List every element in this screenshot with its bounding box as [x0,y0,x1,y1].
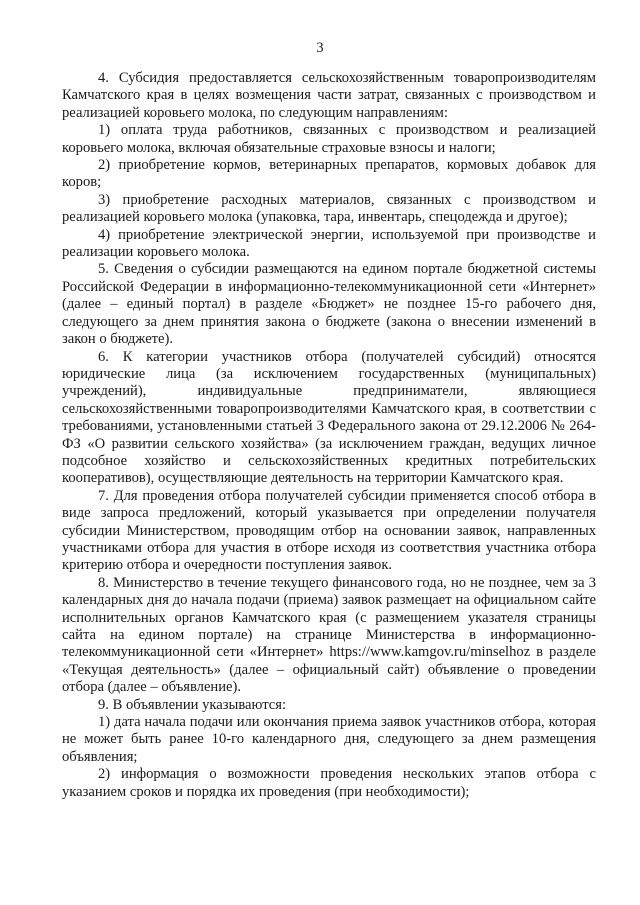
paragraph-4-item-1: 1) оплата труда работников, связанных с производством и реализацией коровьего молока, включая обязательные страховые взносы и налоги; [62,122,596,156]
paragraph-4-item-2: 2) приобретение кормов, ветеринарных препаратов, кормовых добавок для коров; [62,157,596,191]
document-body [62,70,596,801]
paragraph-9-item-2: 2) информация о возможности проведения нескольких этапов отбора с указанием сроков и порядка их проведения (при необходимости); [62,766,596,800]
paragraph-4-item-3: 3) приобретение расходных материалов, связанных с производством и реализацией коровьего молока (упаковка, тара, инвентарь, спецодежда и другое); [62,191,596,226]
paragraph-4-item-4: 4) приобретение электрической энергии, используемой при производстве и реализации коровьего молока. [62,226,596,261]
paragraph-6: 6. К категории участников отбора (получателей субсидий) относятся юридические лица (за исключением государственных (муниципальных) учреждений), индивидуальные предприниматели, являющиеся сельскохозяйственными товаропроизводителями Камчатского края, в соответствии с требованиями, установленными статьей 3 Федерального закона от 29.12.2006 № 264-ФЗ «О развитии сельского хозяйства» (за исключением граждан, ведущих личное подсобное хозяйство и сельскохозяйственных кредитных потребительских кооперативов), осуществляющие деятельность на территории Камчатского края. [62,348,596,487]
paragraph-9: 9. В объявлении указываются: [98,696,287,713]
page-number: 3 [316,40,324,56]
paragraph-9-item-1: 1) дата начала подачи или окончания приема заявок участников отбора, которая не может быть ранее 10-го календарного дня, следующего за днем размещения объявления; [62,714,596,765]
paragraph-5: 5. Сведения о субсидии размещаются на едином портале бюджетной системы Российской Федерации в информационно-телекоммуникационной сети «Интернет» (далее – единый портал) в разделе «Бюджет» не позднее 15-го рабочего дня, следующего за днем принятия закона о бюджете (закона о внесении изменений в закон о бюджете). [62,261,596,348]
paragraph-7: 7. Для проведения отбора получателей субсидии применяется способ отбора в виде запроса предложений, который указывается при определении получателя субсидии Министерством, проводящим отбор на основании заявок, направленных участниками отбора для участия в отборе исходя из соответствия участника отбора критерию отбора и очередности поступления заявок. [62,487,596,574]
paragraph-8: 8. Министерство в течение текущего финансового года, но не позднее, чем за 3 календарных дня до начала подачи (приема) заявок размещает на официальном сайте исполнительных органов Камчатского края (с размещением указателя страницы сайта на едином портале) на странице Министерства в информационно-телекоммуникационной сети «Интернет» https://www.kamgov.ru/minselhoz в разделе «Текущая деятельность» (далее – официальный сайт) объявление о проведении отбора (далее – объявление). [62,574,596,696]
paragraph-4: 4. Субсидия предоставляется сельскохозяйственным товаропроизводителям Камчатского края в целях возмещения части затрат, связанных с производством и реализацией коровьего молока, по следующим направлениям: [62,70,596,121]
